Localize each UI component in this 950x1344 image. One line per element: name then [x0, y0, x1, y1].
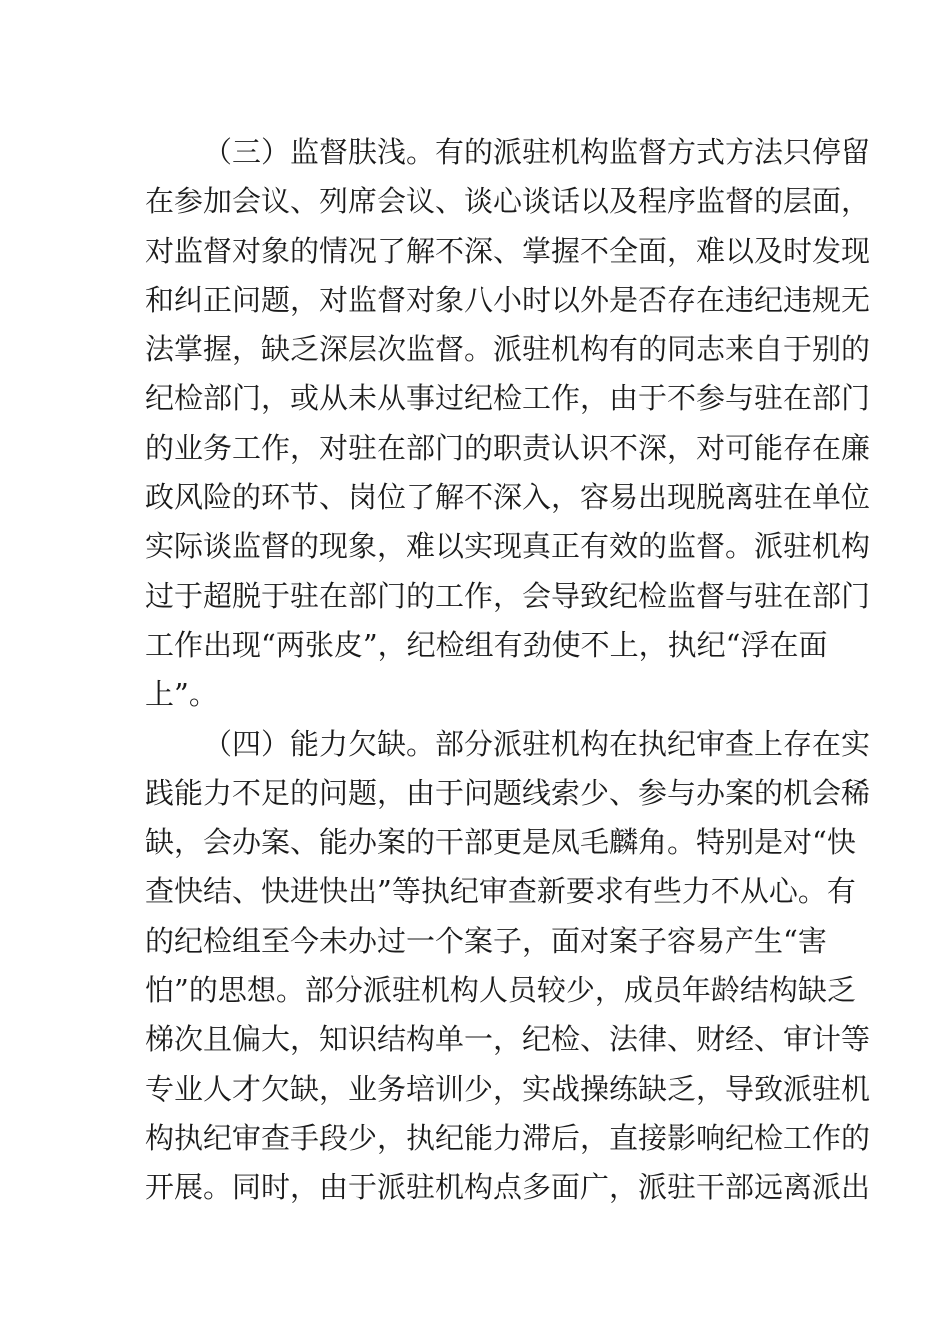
text-line: 怕”的思想。部分派驻机构人员较少，成员年龄结构缺乏 [145, 973, 856, 1008]
text-line: 政风险的环节、岗位了解不深入，容易出现脱离驻在单位 [145, 480, 871, 515]
text-line: 在参加会议、列席会议、谈心谈话以及程序监督的层面， [145, 184, 871, 219]
text-line: 专业人才欠缺，业务培训少，实战操练缺乏，导致派驻机 [145, 1071, 871, 1106]
text-line: 过于超脱于驻在部门的工作，会导致纪检监督与驻在部门 [145, 578, 871, 613]
paragraph-section-4 [145, 720, 871, 1213]
text-line: 践能力不足的问题，由于问题线索少、参与办案的机会稀 [145, 775, 871, 810]
text-line: 工作出现“两张皮”，纪检组有劲使不上，执纪“浮在面 [145, 627, 828, 662]
text-line: 纪检部门，或从未从事过纪检工作，由于不参与驻在部门 [145, 381, 871, 416]
text-line: 上”。 [145, 677, 218, 712]
text-line: 的纪检组至今未办过一个案子，面对案子容易产生“害 [145, 923, 827, 958]
text-line: 梯次且偏大，知识结构单一，纪检、法律、财经、审计等 [145, 1022, 871, 1057]
text-line: 查快结、快进快出”等执纪审查新要求有些力不从心。有 [145, 874, 856, 909]
text-line: （四）能力欠缺。部分派驻机构在执纪审查上存在实 [203, 726, 871, 761]
document-body [145, 128, 871, 1213]
text-line: 缺，会办案、能办案的干部更是凤毛麟角。特别是对“快 [145, 825, 856, 860]
text-line: 开展。同时，由于派驻机构点多面广，派驻干部远离派出 [145, 1170, 871, 1205]
text-line: 的业务工作，对驻在部门的职责认识不深，对可能存在廉 [145, 430, 871, 465]
text-line: 对监督对象的情况了解不深、掌握不全面，难以及时发现 [145, 233, 871, 268]
text-line: 实际谈监督的现象，难以实现真正有效的监督。派驻机构 [145, 529, 871, 564]
text-line: 和纠正问题，对监督对象八小时以外是否存在违纪违规无 [145, 282, 871, 317]
paragraph-section-3 [145, 128, 871, 720]
text-line: 法掌握，缺乏深层次监督。派驻机构有的同志来自于别的 [145, 332, 871, 367]
text-line: （三）监督肤浅。有的派驻机构监督方式方法只停留 [203, 135, 871, 169]
text-line: 构执纪审查手段少，执纪能力滞后，直接影响纪检工作的 [145, 1120, 871, 1155]
